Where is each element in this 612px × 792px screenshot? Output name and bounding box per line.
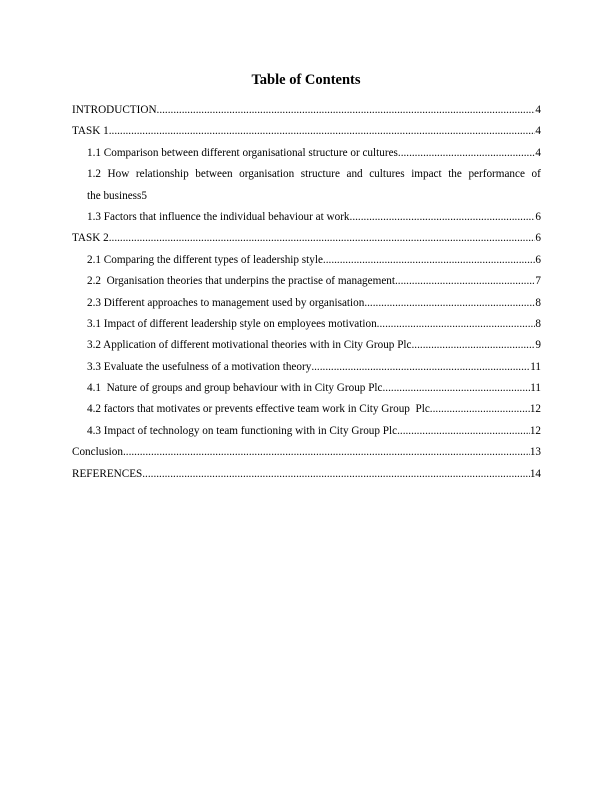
toc-entry-3-2[interactable]: [72, 335, 541, 356]
toc-entry-1-2[interactable]: [72, 164, 541, 207]
toc-entry-label: Conclusion: [72, 446, 123, 459]
toc-word: the: [448, 168, 462, 181]
toc-entry-label: 2.2 Organisation theories that underpins the practise of management: [87, 275, 395, 288]
toc-word: of: [531, 168, 541, 181]
toc-entry-task-2[interactable]: [72, 228, 541, 249]
toc-entry-label: 1.3 Factors that influence the individual behaviour at work: [87, 210, 350, 223]
toc-entry-2-3[interactable]: [72, 293, 541, 314]
dot-leader: [123, 442, 530, 463]
toc-entry-page: 11: [530, 360, 541, 373]
toc-entry-label: INTRODUCTION: [72, 104, 157, 116]
toc-entry-page: 4: [535, 146, 541, 159]
toc-entry-conclusion[interactable]: [72, 442, 541, 463]
dot-leader: [142, 464, 530, 485]
dot-leader: [395, 271, 535, 292]
dot-leader: [412, 335, 536, 356]
toc-word: impact: [411, 168, 442, 181]
dot-leader: [377, 314, 536, 335]
toc-title: Table of Contents: [251, 72, 361, 88]
toc-word: 1.2: [87, 168, 101, 181]
toc-word: cultures: [369, 168, 405, 181]
toc-entry-label: 2.1 Comparing the different types of leadership style: [87, 253, 323, 266]
toc-entry-introduction[interactable]: [72, 100, 541, 121]
toc-entry-label: 4.1 Nature of groups and group behaviour with in City Group Plc: [87, 382, 383, 395]
toc-entry-page: 4: [535, 125, 541, 138]
toc-entry-4-3[interactable]: [72, 421, 541, 442]
toc-entry-label: 2.3 Different approaches to management used by organisation: [87, 296, 365, 309]
table-of-contents: [72, 100, 541, 485]
toc-entry-3-3[interactable]: [72, 357, 541, 378]
toc-entry-page: 9: [535, 339, 541, 352]
toc-entry-4-1[interactable]: [72, 378, 541, 399]
dot-leader: [323, 250, 535, 271]
toc-entry-page: 6: [535, 253, 541, 266]
toc-entry-2-2[interactable]: [72, 271, 541, 292]
toc-entry-page: 6: [535, 210, 541, 223]
toc-entry-label: 3.2 Application of different motivational theories with in City Group Plc: [87, 339, 412, 352]
toc-word: organisation: [239, 168, 295, 181]
dot-leader: [430, 399, 530, 420]
toc-entry-label: 3.3 Evaluate the usefulness of a motivation theory: [87, 360, 312, 373]
toc-entry-label: the business: [87, 189, 142, 202]
toc-entry-page: 7: [535, 275, 541, 288]
toc-entry-label: 4.3 Impact of technology on team functioning with in City Group Plc: [87, 424, 398, 437]
toc-entry-page: 13: [529, 446, 541, 459]
toc-entry-2-1[interactable]: [72, 250, 541, 271]
toc-entry-3-1[interactable]: [72, 314, 541, 335]
toc-word: structure: [300, 168, 340, 181]
toc-word: relationship: [135, 168, 189, 181]
toc-entry-1-3[interactable]: [72, 207, 541, 228]
dot-leader: [398, 143, 536, 164]
dot-leader: [157, 100, 536, 121]
toc-entry-page: 5: [141, 189, 147, 202]
toc-entry-label: TASK 2: [72, 232, 109, 245]
dot-leader: [350, 207, 536, 228]
toc-entry-page: 12: [529, 403, 541, 416]
dot-leader: [109, 121, 536, 142]
toc-entry-page: 4: [535, 104, 541, 116]
toc-entry-page: 6: [535, 232, 541, 245]
toc-entry-label: TASK 1: [72, 125, 109, 138]
toc-entry-label: 3.1 Impact of different leadership style on employees motivation: [87, 317, 377, 330]
toc-entry-1-1[interactable]: [72, 143, 541, 164]
toc-entry-label: 1.1 Comparison between different organisational structure or cultures: [87, 146, 398, 159]
toc-entry-label-line-2: [87, 186, 541, 207]
toc-entry-4-2[interactable]: [72, 399, 541, 420]
toc-word: and: [346, 168, 363, 181]
dot-leader: [364, 293, 535, 314]
toc-word: How: [107, 168, 130, 181]
toc-entry-task-1[interactable]: [72, 121, 541, 142]
toc-word: performance: [468, 168, 525, 181]
toc-entry-references[interactable]: [72, 464, 541, 485]
toc-entry-label: 4.2 factors that motivates or prevents effective team work in City Group Plc: [87, 403, 430, 416]
toc-entry-label: REFERENCES: [72, 467, 143, 480]
dot-leader: [383, 378, 531, 399]
dot-leader: [311, 357, 530, 378]
toc-word: between: [195, 168, 233, 181]
dot-leader: [397, 421, 530, 442]
toc-entry-page: 8: [535, 317, 541, 330]
toc-entry-page: 12: [529, 424, 541, 437]
toc-entry-page: 8: [535, 296, 541, 309]
toc-entry-page: 14: [529, 467, 541, 480]
dot-leader: [109, 228, 536, 249]
toc-entry-label-line-1: [87, 164, 541, 185]
toc-entry-page: 11: [530, 382, 541, 395]
